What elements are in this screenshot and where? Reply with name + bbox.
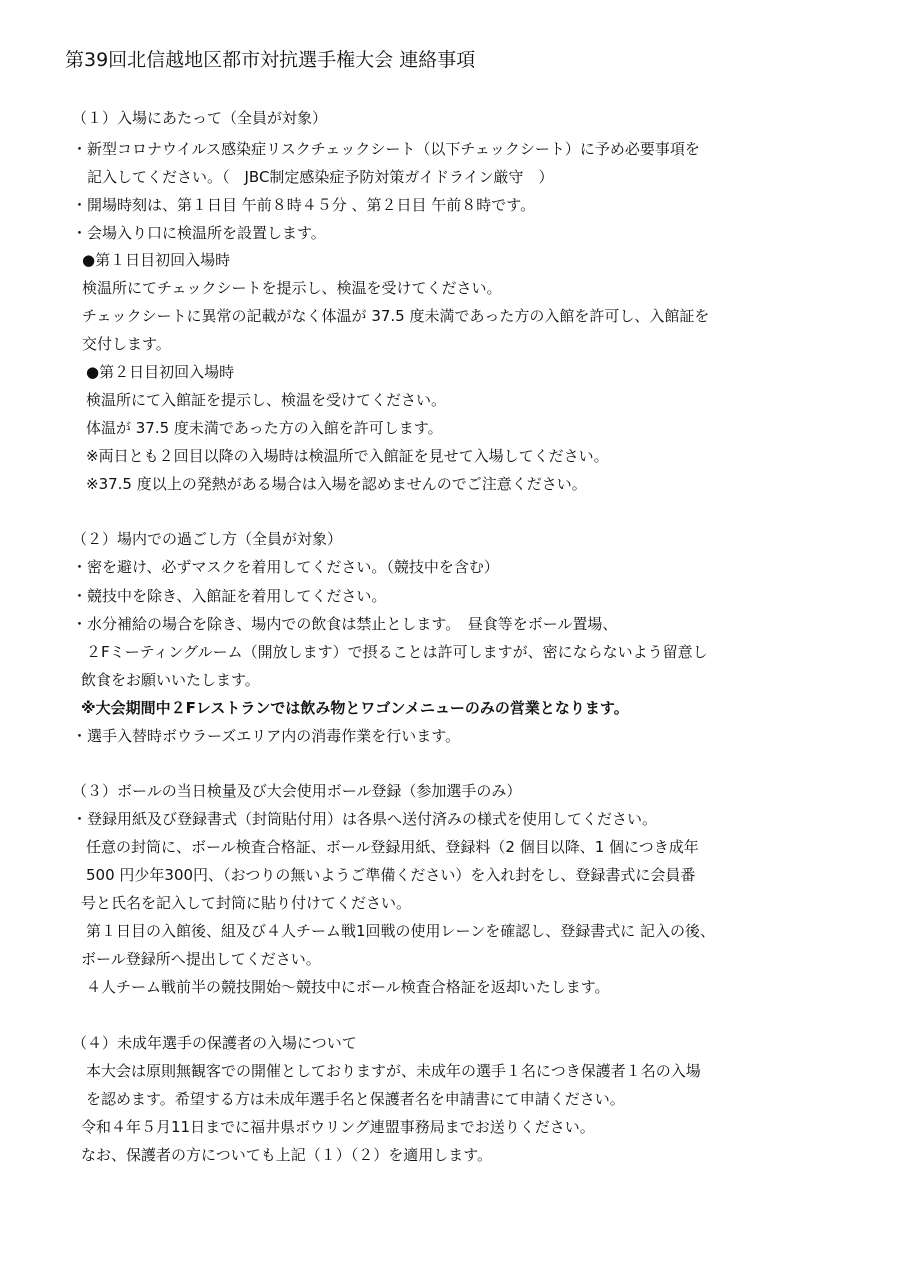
section-1-line: 記入してください。（ JBC制定感染症予防対策ガイドライン厳守 ） [87,168,554,186]
section-3-line: ・登録用紙及び登録書式（封筒貼付用）は各県へ送付済みの様式を使用してください。 [72,810,658,828]
section-4-line: 本大会は原則無観客での開催としておりますが、未成年の選手１名につき保護者１名の入場 [86,1062,701,1080]
section-1-subheading: ●第１日目初回入場時 [82,251,231,269]
section-1-line: ・開場時刻は、第１日目 午前８時４５分 、第２日目 午前８時です。 [72,196,536,214]
section-4-heading: （４）未成年選手の保護者の入場について [72,1034,357,1052]
section-1-heading: （１）入場にあたって（全員が対象） [72,109,328,127]
section-4-line: なお、保護者の方についても上記（１）（２）を適用します。 [81,1146,493,1164]
section-3-line: 第１日目の入館後、組及び４人チーム戦1回戦の使用レーンを確認し、登録書式に 記入の後、 [86,922,716,940]
section-2-line: ・競技中を除き、入館証を着用してください。 [72,587,387,605]
section-2-notice: ※大会期間中２Fレストランでは飲み物とワゴンメニューのみの営業となります。 [81,699,629,717]
section-2-heading: （２）場内での過ごし方（全員が対象） [72,530,343,548]
section-1-line: 交付します。 [82,335,171,353]
section-2-line: ・水分補給の場合を除き、場内での飲食は禁止とします。 昼食等をボール置場、 [72,615,618,633]
section-2-line: ・密を避け、必ずマスクを着用してください。（競技中を含む） [72,558,499,576]
section-4-line: を認めます。希望する方は未成年選手名と保護者名を申請書にて申請ください。 [86,1090,625,1108]
section-1-line: 検温所にてチェックシートを提示し、検温を受けてください。 [82,279,502,297]
section-1-line: ・新型コロナウイルス感染症リスクチェックシート（以下チェックシート）に予め必要事項を [72,140,700,158]
section-1-note: ※両日とも２回目以降の入場時は検温所で入館証を見せて入場してください。 [86,447,609,465]
section-1-subheading: ●第２日目初回入場時 [86,363,235,381]
section-3-heading: （３）ボールの当日検量及び大会使用ボール登録（参加選手のみ） [72,782,522,800]
section-3-line: ボール登録所へ提出してください。 [81,950,321,968]
section-1-note: ※37.5 度以上の発熱がある場合は入場を認めませんのでご注意ください。 [86,475,587,493]
section-2-line: ・選手入替時ボウラーズエリア内の消毒作業を行います。 [72,727,461,745]
section-2-line: 飲食をお願いいたします。 [81,671,260,689]
section-3-line: ４人チーム戦前半の競技開始～競技中にボール検査合格証を返却いたします。 [86,978,610,996]
section-4-line: 令和４年５月11日までに福井県ボウリング連盟事務局までお送りください。 [81,1118,595,1136]
section-1-line: チェックシートに異常の記載がなく体温が 37.5 度未満であった方の入館を許可し、入館証を [82,307,710,325]
section-1-line: 検温所にて入館証を提示し、検温を受けてください。 [86,391,447,409]
section-2-line: ２Fミーティングルーム（開放します）で摂ることは許可しますが、密にならないよう留意し [86,643,708,661]
section-3-line: 任意の封筒に、ボール検査合格証、ボール登録用紙、登録料（2 個目以降、1 個につき成年 [86,838,699,856]
section-1-line: ・会場入り口に検温所を設置します。 [72,224,326,242]
section-3-line: 号と氏名を記入して封筒に貼り付けてください。 [81,894,412,912]
document-title: 第39回北信越地区都市対抗選手権大会 連絡事項 [65,49,476,71]
section-1-line: 体温が 37.5 度未満であった方の入館を許可します。 [86,419,443,437]
section-3-line: 500 円少年300円、（おつりの無いようご準備ください）を入れ封をし、登録書式に会員番 [86,866,696,884]
